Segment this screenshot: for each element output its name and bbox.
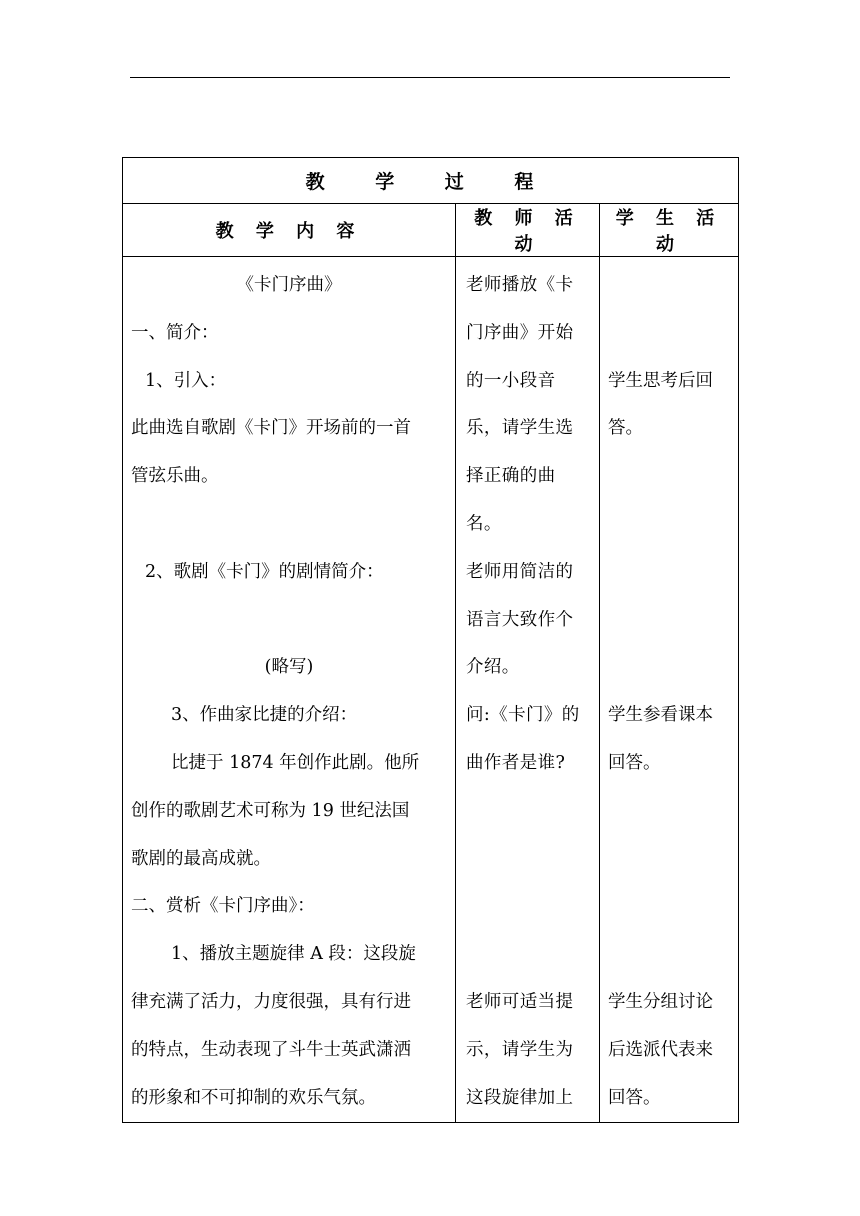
student-line	[600, 931, 738, 979]
teacher-line: 乐，请学生选	[466, 418, 574, 439]
teacher-activity-cell	[456, 257, 600, 1123]
content-line: 的形象和不可抑制的欢乐气氛。	[131, 1087, 376, 1108]
student-line: 学生分组讨论	[608, 991, 713, 1012]
header-teacher-activity: 教 师 活 动	[456, 204, 600, 257]
student-activity-column	[600, 257, 738, 1122]
content-line: 律充满了活力，力度很强，具有行进	[131, 991, 411, 1012]
content-line: 此曲选自歌剧《卡门》开场前的一首	[131, 418, 411, 439]
content-line: 的特点，生动表现了斗牛士英武潇洒	[131, 1039, 411, 1060]
content-line: 管弦乐曲。	[131, 466, 219, 487]
teacher-line: 老师用简洁的	[466, 561, 574, 582]
student-line: 学生思考后回	[608, 370, 713, 391]
teacher-line: 名。	[466, 513, 502, 534]
teacher-line: 的一小段音	[466, 370, 556, 391]
student-line	[600, 597, 738, 645]
content-line: 二、赏析《卡门序曲》：	[131, 896, 315, 917]
body-row	[123, 257, 739, 1123]
student-line	[600, 788, 738, 836]
student-line: 回答。	[608, 752, 661, 773]
teacher-line	[456, 788, 599, 836]
student-activity-cell	[600, 257, 739, 1123]
teacher-line	[456, 836, 599, 884]
lesson-plan-table	[122, 157, 739, 1123]
teacher-line: 示，请学生为	[466, 1039, 574, 1060]
table-title: 教 学 过 程	[123, 158, 739, 204]
student-line: 后选派代表来	[608, 1039, 713, 1060]
teacher-line	[456, 931, 599, 979]
content-line: 歌剧的最高成就。	[131, 848, 271, 869]
teacher-line: 门序曲》开始	[466, 322, 574, 343]
student-line	[600, 453, 738, 501]
teacher-line: 老师可适当提	[466, 991, 574, 1012]
student-line	[600, 836, 738, 884]
student-line	[600, 549, 738, 597]
student-line	[600, 310, 738, 358]
teacher-line: 语言大致作个	[466, 609, 574, 630]
content-line: 《卡门序曲》	[236, 275, 342, 295]
teacher-activity-column	[456, 257, 599, 1122]
teacher-line: 问:《卡门》的	[466, 705, 580, 726]
teacher-line: 曲作者是谁?	[466, 752, 566, 773]
header-content: 教 学 内 容	[123, 204, 456, 257]
student-line	[600, 501, 738, 549]
teacher-line: 择正确的曲	[466, 466, 556, 487]
student-line	[600, 262, 738, 310]
content-column	[123, 257, 455, 1122]
student-line	[600, 644, 738, 692]
content-line: (略写)	[264, 657, 314, 678]
title-row	[123, 158, 739, 204]
content-line: 比捷于 1874 年创作此剧。他所	[171, 752, 420, 773]
content-line	[123, 501, 455, 549]
teacher-line: 老师播放《卡	[466, 275, 574, 295]
student-line: 回答。	[608, 1087, 661, 1108]
teacher-line	[456, 883, 599, 931]
header-student-activity: 学 生 活 动	[600, 204, 739, 257]
content-line: 1、播放主题旋律 A 段：这段旋	[171, 944, 416, 965]
student-line: 答。	[608, 418, 643, 439]
teacher-line: 介绍。	[466, 657, 520, 678]
teacher-line: 这段旋律加上	[466, 1087, 574, 1108]
content-line	[123, 597, 455, 645]
content-line: 1、引入：	[145, 370, 227, 391]
header-row	[123, 204, 739, 257]
student-line: 学生参看课本	[608, 705, 713, 726]
content-cell	[123, 257, 456, 1123]
content-line: 2、歌剧《卡门》的剧情简介：	[145, 561, 384, 582]
content-line: 一、简介：	[131, 322, 219, 343]
content-line: 3、作曲家比捷的介绍：	[171, 705, 358, 726]
header-rule	[130, 77, 730, 78]
student-line	[600, 883, 738, 931]
content-line: 创作的歌剧艺术可称为 19 世纪法国	[131, 800, 410, 821]
